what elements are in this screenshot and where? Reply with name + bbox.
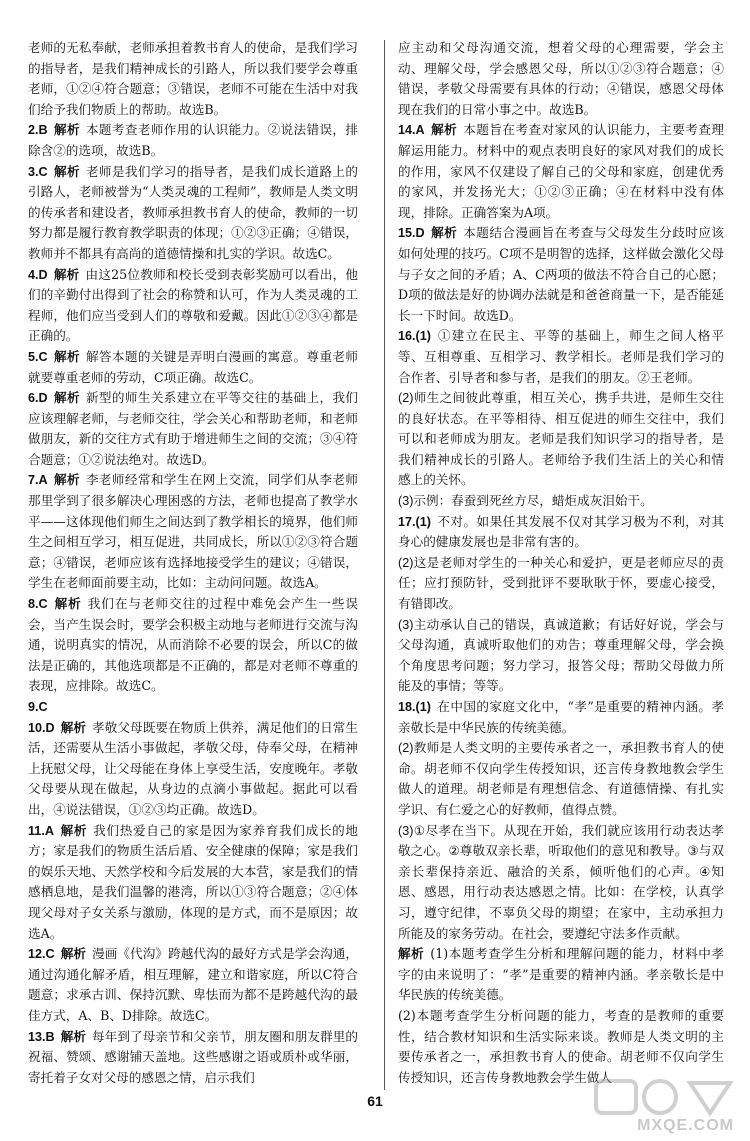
answer-text: 我们热爱自己的家是因为家养育我们成长的地方；家是我们的物质生活后盾、安全健康的保障；家是我们的娱乐天地、天然学校和今后发展的大本营，家是我们的情感栖息地，是我们温馨的港湾，所以①③符合题意；②④体现父母对子女关系与激励，体现的是方式，而不是原因；故选A。 — [28, 822, 359, 941]
answer-text: 新型的师生关系建立在平等交往的基础上，我们应该理解老师，与老师交往，学会关心和帮助老师，和老师做朋友，新的交往方式有助于增进师生之间的交流；③④符合题意；①②说法绝对。故选D。 — [28, 390, 359, 467]
answer-text: (2)本题考查学生分析问题的能力，考查的是教师的重要性，结合教材知识和生活实际来谈。教师是人类文明的主要传承者之一，承担教书育人的使命。胡老师不仅向学生传授知识，还言传身教地教会学生做人 — [398, 1007, 724, 1085]
answer-letter: B — [38, 123, 48, 138]
left-column — [28, 38, 358, 1088]
answer-item — [28, 697, 358, 718]
answer-item — [398, 944, 724, 1006]
question-number: 6. — [28, 391, 39, 406]
answer-text: 每年到了母亲节和父亲节，朋友圈和朋友群里的祝福、赞颂、感谢铺天盖地。这些感谢之语或质朴或华丽，寄托着子女对父母的感恩之情，启示我们 — [28, 1028, 359, 1085]
question-number: 17. — [398, 514, 416, 529]
analysis-tag: 解析 — [53, 123, 80, 138]
answer-text: 漫画《代沟》跨越代沟的最好方式是学会沟通，通过沟通化解矛盾，相互理解，建立和谐家庭，所以C符合题意；求承古训、保持沉默、卑怯而为都不是跨越代沟的最佳方式，A、B、D排除。故选C。 — [28, 946, 359, 1023]
answer-text: ①建立在民主、平等的基础上，师生之间人格平等、互相尊重、互相学习、教学相长。老师是我们学习的合作者、引导者和参与者，是我们的朋友。②王老师。 — [398, 328, 724, 385]
answer-text: (2)师生之间彼此尊重，相互关心，携手共进，是师生交往的良好状态。在平等相待、相互促进的师生交往中，我们可以和老师成为朋友。老师是我们知识学习的指导者，是我们精神成长的引路人。老师给予我们生活上的关心和情感上的关怀。 — [398, 391, 724, 488]
answer-letter: A — [415, 123, 425, 138]
question-number: 3. — [28, 164, 39, 179]
answer-text: 在中国的家庭文化中，“孝”是重要的精神内涵。孝亲敬长是中华民族的传统美德。 — [398, 699, 724, 735]
answer-letter: D — [38, 267, 48, 282]
analysis-tag: 解析 — [53, 391, 80, 406]
answer-letter: C — [38, 164, 48, 179]
question-number: 10. — [28, 720, 46, 735]
answer-paragraph — [398, 553, 724, 615]
answer-text: (1)本题考查学生分析和理解问题的能力，材料中孝字的由来说明了：“孝”是重要的精神内涵。孝亲敬长是中华民族的传统美德。 — [398, 946, 725, 1003]
analysis-tag: 解析 — [60, 1029, 87, 1044]
answer-item — [28, 594, 358, 697]
answer-item — [28, 470, 358, 594]
question-number: 4. — [28, 267, 39, 282]
answer-item — [28, 821, 358, 945]
answer-letter: (1) — [415, 700, 431, 714]
analysis-tag: 解析 — [430, 226, 458, 241]
answer-item — [28, 347, 358, 388]
answer-item — [28, 162, 358, 265]
answer-text: 本题考查老师作用的认识能力。②说法错误，排除含②的选项，故选B。 — [28, 122, 359, 158]
analysis-tag: 解析 — [59, 823, 88, 838]
answer-letter: C — [38, 597, 48, 612]
question-number: 15. — [398, 226, 416, 241]
answer-item — [28, 120, 358, 161]
question-number: 5. — [28, 349, 39, 364]
answer-paragraph — [398, 491, 724, 512]
answer-item — [28, 1027, 358, 1089]
answer-letter: B — [45, 1029, 55, 1044]
question-number: 18. — [398, 700, 416, 714]
analysis-tag: 解析 — [53, 473, 80, 488]
answer-text: 本题旨在考查对家风的认识能力，主要考查理解运用能力。材料中的观点表明良好的家风对我们的成长的作用，家风不仅建设了解自己的父母和家庭，创建优秀的家风，并发扬光大；①②③正确；④在材料中没有体现，排除。正确答案为A项。 — [398, 122, 724, 220]
question-number: 14. — [398, 123, 416, 138]
analysis-tag: 解析 — [53, 349, 80, 364]
answer-text: 老师的无私奉献，老师承担着教书育人的使命，是我们学习的指导者，是我们精神成长的引路人，所以我们要学会尊重老师，①②④符合题意；③错误，老师不可能在生活中对我们给予我们物质上的帮助。故选B。 — [28, 40, 358, 117]
analysis-tag: 解析 — [60, 720, 87, 735]
answer-letter: A — [44, 823, 54, 838]
answer-text: 孝敬父母既要在物质上供养，满足他们的日常生活，还需要从生活小事做起，孝敬父母，侍奉父母，在精神上抚慰父母，让父母能在身体上享受生活，安度晚年。孝敬父母要从现在做起，从身边的点滴小事做起。据此可以看出，④说法错误，①②③均正确。故选D。 — [28, 719, 359, 817]
answer-item — [398, 223, 724, 326]
right-column — [398, 38, 724, 1088]
answer-text: 解答本题的关键是弄明白漫画的寓意。尊重老师就要尊重老师的劳动，C项正确。故选C。 — [28, 348, 359, 385]
answer-letter: D — [45, 720, 55, 735]
answer-text: (3)主动承认自己的错误，真诚道歉；有话好好说，学会与父母沟通，真诚听取他们的劝告；尊重理解父母，学会换个角度思考问题；努力学习，报答父母；帮助父母做力所能及的事情；等等。 — [398, 617, 724, 694]
answer-letter: D — [38, 391, 48, 406]
answer-paragraph — [398, 738, 724, 820]
question-number: 11. — [28, 823, 45, 838]
question-number: 8. — [28, 597, 39, 612]
answer-text: (3)①尽孝在当下。从现在开始，我们就应该用行动表达孝敬之心。②尊敬双亲长辈，听取他们的意见和教导。③与双亲长辈保持亲近、融洽的关系，倾听他们的心声。④知恩、感恩，用行动表达感恩之情。比如：在学校，认真学习，遵守纪律，不辜负父母的期望；在家中，主动承担力所能及的家务劳动。在社会，要遵纪守法多作贡献。 — [398, 823, 724, 941]
answer-item — [28, 388, 358, 470]
answer-paragraph — [398, 1006, 724, 1088]
analysis-tag: 解析 — [53, 164, 80, 179]
answer-item — [28, 718, 358, 821]
answer-item — [28, 944, 358, 1026]
answer-text: 应主动和父母沟通交流，想着父母的心理需要，学会主动、理解父母，学会感恩父母，所以①②③符合题意；④错误，孝敬父母需要有具体的行动；④错误，感恩父母体现在我们的日常小事之中。故选B。 — [398, 40, 724, 117]
answer-letter: C — [38, 349, 48, 364]
question-number: 9. — [28, 700, 39, 714]
answer-text: 我们在与老师交往的过程中难免会产生一些误会，当产生误会时，要学会积极主动地与老师进行交流与沟通，说明真实的情况，从而消除不必要的误会，所以C的做法是正确的，其他选项都是不正确的，都是对老师不尊重的表现，应排除。故选C。 — [28, 596, 358, 694]
answer-text: (2)这是老师对学生的一种关心和爱护，更是老师应尽的责任；应打预防针，受到批评不要耿耿于怀，要虚心接受，有错即改。 — [398, 555, 724, 612]
answer-letter: (1) — [415, 514, 431, 529]
question-number: 13. — [28, 1029, 46, 1044]
watermark-text: MXQE.COM — [637, 1117, 734, 1134]
answer-text: 李老师经常和学生在网上交流，同学们从李老师那里学到了很多解决心理困惑的方法，老师也提高了教学水平——这体现他们师生之间达到了教学相长的境界，他们师生之间相互学习，相互促进，共同成长，所以①②③符合题意；④错误，老师应该有选择地接受学生的建议；④错误，学生在老师面前要主动，比如：主动问问题。故选A。 — [28, 472, 359, 591]
answer-paragraph — [398, 38, 724, 120]
answer-text: 本题结合漫画旨在考查与父母发生分歧时应该如何处理的技巧。C项不是明智的选择，这样做会激化父母与子女之间的矛盾；A、C两项的做法不符合自己的心愿；D项的做法是好的协调办法就是和爸爸商量一下，是否能延长一下时间。故选D。 — [398, 225, 724, 323]
answer-letter: D — [415, 226, 425, 241]
column-divider — [384, 40, 385, 1090]
answer-item — [398, 326, 724, 388]
analysis-tag: 解析 — [53, 267, 80, 282]
analysis-tag: 解析 — [398, 947, 425, 962]
analysis-tag: 解析 — [430, 123, 458, 138]
answer-text: 由这25位教师和校长受到表彰奖励可以看出，他们的辛勤付出得到了社会的称赞和认可，作为人类灵魂的工程师，他们应当受到人们的尊敬和爱戴。因此①②③④都是正确的。 — [28, 266, 359, 344]
answer-paragraph — [398, 821, 724, 945]
answer-paragraph — [28, 38, 358, 120]
answer-letter: C — [38, 700, 48, 714]
answer-text: 不对。如果任其发展不仅对其学习极为不利，对其身心的健康发展也是非常有害的。 — [398, 513, 724, 550]
answer-text: (3)示例：春蚕到死丝方尽，蜡炬成灰泪始干。 — [398, 494, 653, 509]
question-number: 16. — [398, 329, 416, 344]
answer-item — [398, 697, 724, 738]
analysis-tag: 解析 — [60, 947, 87, 962]
page-number: 61 — [367, 1093, 383, 1109]
answer-text: (2)教师是人类文明的主要传承者之一，承担教书育人的使命。胡老师不仅向学生传授知识，还言传身教地教会学生做人的道理。胡老师是有理想信念、有道德情操、有扎实学识、有仁爱之心的好教师，值得点赞。 — [398, 741, 724, 817]
question-number: 12. — [28, 947, 46, 962]
watermark — [590, 1077, 740, 1137]
question-number: 7. — [28, 473, 39, 488]
question-number: 2. — [28, 123, 39, 138]
answer-letter: A — [38, 473, 48, 488]
answer-item — [28, 265, 358, 347]
answer-item — [398, 120, 724, 223]
answer-text: 老师是我们学习的指导者，是我们成长道路上的引路人，老师被誉为“人类灵魂的工程师”，教师是人类文明的传承者和建设者，教师承担教书育人的使命，教师的一切努力都是履行教育教学职责的体现；①②③正确；④错误，教师并不都具有高尚的道德情操和扎实的学识。故选C。 — [28, 163, 359, 261]
answer-paragraph — [398, 615, 724, 697]
answer-letter: C — [45, 947, 55, 962]
analysis-tag: 解析 — [53, 597, 82, 612]
answer-paragraph — [398, 388, 724, 491]
answer-item — [398, 512, 724, 553]
answer-letter: (1) — [415, 329, 431, 344]
